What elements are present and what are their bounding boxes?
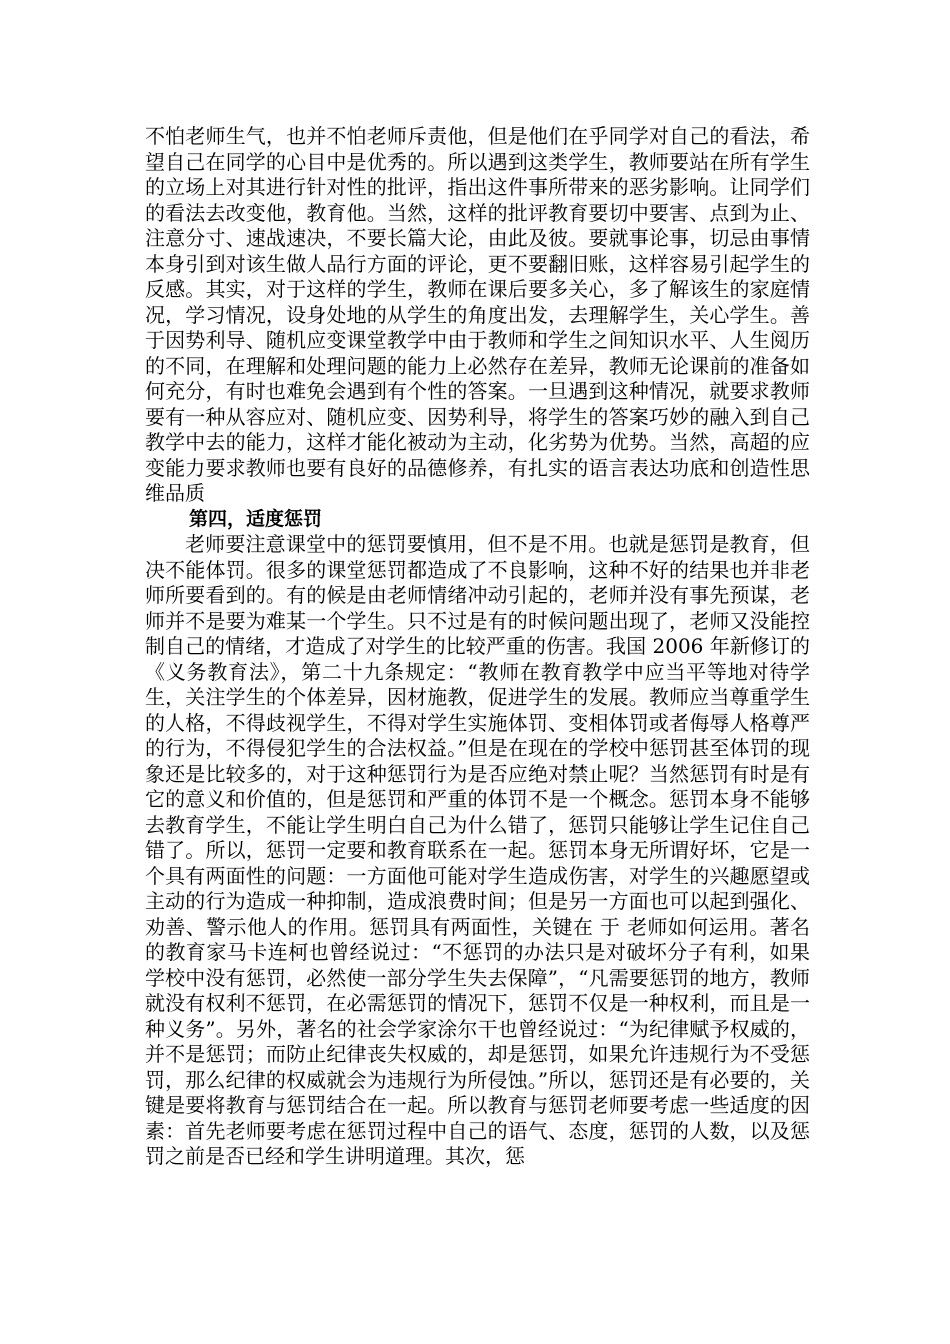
document-page <box>145 124 810 1170</box>
body-paragraph-1: 不怕老师生气，也并不怕老师斥责他，但是他们在乎同学对自己的看法，希望自己在同学的心目中是优秀的。所以遇到这类学生，教师要站在所有学生的立场上对其进行针对性的批评，指出这件事所带来的恶劣影响。让同学们的看法去改变他，教育他。当然，这样的批评教育要切中要害、点到为止、注意分寸、速战速决，不要长篇大论，由此及彼。要就事论事，切忌由事情本身引到对该生做人品行方面的评论，更不要翻旧账，这样容易引起学生的反感。其实，对于这样的学生，教师在课后要多关心，多了解该生的家庭情况，学习情况，设身处地的从学生的角度出发，去理解学生，关心学生。善于因势利导、随机应变课堂教学中由于教师和学生之间知识水平、人生阅历的不同，在理解和处理问题的能力上必然存在差异，教师无论课前的准备如何充分，有时也难免会遇到有个性的答案。一旦遇到这种情况，就要求教师要有一种从容应对、随机应变、因势利导，将学生的答案巧妙的融入到自己教学中去的能力，这样才能化被动为主动，化劣势为优势。当然，高超的应变能力要求教师也要有良好的品德修养，有扎实的语言表达功底和创造性思维品质 <box>145 124 810 505</box>
body-paragraph-2: 老师要注意课堂中的惩罚要慎用，但不是不用。也就是惩罚是教育，但决不能体罚。很多的课堂惩罚都造成了不良影响，这种不好的结果也并非老师所要看到的。有的候是由老师情绪冲动引起的，老师并没有事先预谋，老师并不是要为难某一个学生。只不过是有的时候问题出现了，老师又没能控制自己的情绪，才造成了对学生的比较严重的伤害。我国 2006 年新修订的《义务教育法》，第二十九条规定：“教师在教育教学中应当平等地对待学生，关注学生的个体差异，因材施教，促进学生的发展。教师应当尊重学生的人格，不得歧视学生，不得对学生实施体罚、变相体罚或者侮辱人格尊严的行为，不得侵犯学生的合法权益。”但是在现在的学校中惩罚甚至体罚的现象还是比较多的，对于这种惩罚行为是否应绝对禁止呢？当然惩罚有时是有它的意义和价值的，但是惩罚和严重的体罚不是一个概念。惩罚本身不能够去教育学生，不能让学生明白自己为什么错了，惩罚只能够让学生记住自己错了。所以，惩罚一定要和教育联系在一起。惩罚本身无所谓好坏，它是一个具有两面性的问题：一方面他可能对学生造成伤害，对学生的兴趣愿望或主动的行为造成一种抑制，造成浪费时间；但是另一方面也可以起到强化、劝善、警示他人的作用。惩罚具有两面性，关键在 于 老师如何运用。著名的教育家马卡连柯也曾经说过：“不惩罚的办法只是对破坏分子有利，如果学校中没有惩罚，必然使一部分学生失去保障”，“凡需要惩罚的地方，教师就没有权利不惩罚，在必需惩罚的情况下，惩罚不仅是一种权利，而且是一种义务”。另外，著名的社会学家涂尔干也曾经说过：“为纪律赋予权威的，并不是惩罚；而防止纪律丧失权威的，却是惩罚，如果允许违规行为不受惩罚，那么纪律的权威就会为违规行为所侵蚀。”所以，惩罚还是有必要的，关键是要将教育与惩罚结合在一起。所以教育与惩罚老师要考虑一些适度的因素：首先老师要考虑在惩罚过程中自己的语气、态度，惩罚的人数，以及惩罚之前是否已经和学生讲明道理。其次，惩 <box>145 532 810 1168</box>
section-heading-4: 第四，适度惩罚 <box>189 507 323 530</box>
